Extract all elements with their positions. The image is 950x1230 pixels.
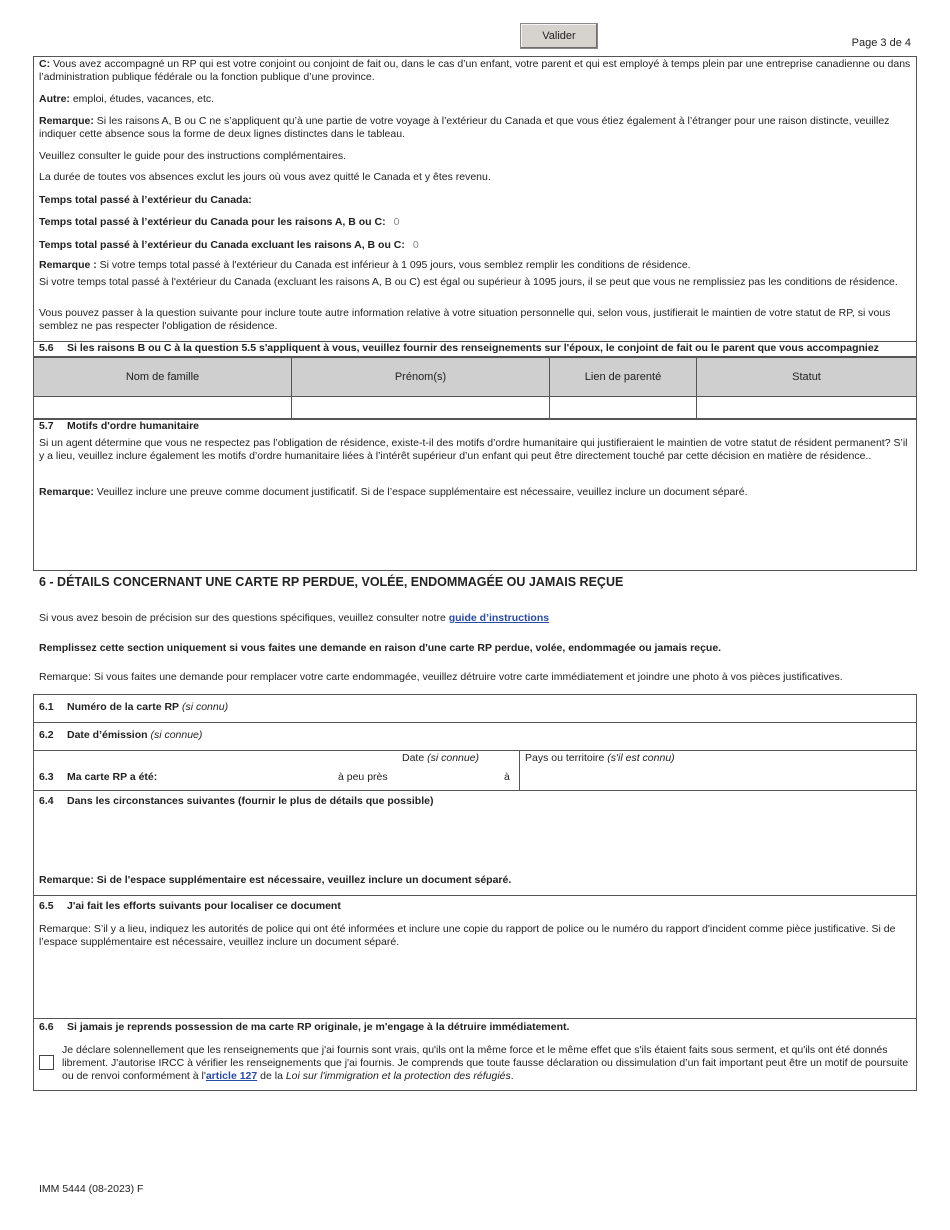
total-excl-value: 0 xyxy=(412,239,419,251)
family-name-input[interactable] xyxy=(34,397,292,420)
reason-c-paragraph: C: Vous avez accompagné un RP qui est votre conjoint ou conjoint de fait ou, dans le cas d’un enfant, votre parent et qui est employé à temps plein par une entreprise canadienne ou dans l’administration publique fédérale ou la fonction publique d’une province. xyxy=(39,58,911,83)
q65-remark: Remarque: S’il y a lieu, indiquez les autorités de police qui ont été informées et inclure une copie du rapport de police ou le numéro du rapport d'incident comme pièce justificative. Si de l’espace supplémentaire est nécessaire, veuillez inclure un document séparé. xyxy=(39,923,896,948)
q65-label: 6.5 J'ai fait les efforts suivants pour localiser ce document xyxy=(39,900,341,912)
q64-label: 6.4 Dans les circonstances suivantes (fournir le plus de détails que possible) xyxy=(39,795,434,807)
validate-button[interactable]: Valider xyxy=(520,23,598,49)
q57-heading: 5.7 Motifs d'ordre humanitaire xyxy=(39,420,200,432)
q64-row xyxy=(34,791,916,896)
q57-remark: Remarque: Veuillez inclure une preuve comme document justificatif. Si de l’espace supplémentaire est nécessaire, veuillez inclure un document séparé. xyxy=(39,486,748,498)
remark-paragraph: Remarque: Si les raisons A, B ou C ne s’appliquent qu’à une partie de votre voyage à l’extérieur du Canada et que vous étiez également à l’étranger pour une raison distincte, veuillez indiquer cette absence sous la forme de deux lignes distinctes dans le tableau. xyxy=(39,115,890,140)
total-abc-value: 0 xyxy=(393,216,400,228)
q66-label: 6.6 Si jamais je reprends possession de ma carte RP originale, je m'engage à la détruire immédiatement. xyxy=(39,1021,570,1033)
remark2-paragraph: Remarque : Si votre temps total passé à l'extérieur du Canada est inférieur à 1 095 jours, vous semblez remplir les conditions de résidence. xyxy=(39,259,691,271)
q62-label: 6.2 Date d’émission (si connue) xyxy=(39,729,203,741)
other-reason-paragraph: Autre: emploi, études, vacances, etc. xyxy=(39,93,215,105)
q65-row xyxy=(34,896,916,1019)
q63-approx: à peu près xyxy=(338,771,388,783)
total-time-heading: Temps total passé à l’extérieur du Canada: xyxy=(39,194,252,206)
q63-country-label: Pays ou territoire (s'il est connu) xyxy=(525,752,675,764)
q63-label: 6.3 Ma carte RP a été: xyxy=(39,771,158,783)
relationship-input[interactable] xyxy=(550,397,697,420)
guide-note: Veuillez consulter le guide pour des instructions complémentaires. xyxy=(39,150,346,162)
page-number: Page 3 de 4 xyxy=(851,37,911,49)
q63-at: à xyxy=(504,771,510,783)
q64-text-area[interactable] xyxy=(37,811,913,869)
instructions-guide-link[interactable]: guide d’instructions xyxy=(448,612,550,624)
declaration-checkbox[interactable] xyxy=(39,1055,54,1070)
duration-note: La durée de toutes vos absences exclut les jours où vous avez quitté le Canada et y êtes revenu. xyxy=(39,171,491,183)
given-names-input[interactable] xyxy=(292,397,550,420)
table-row xyxy=(34,397,917,420)
q63-row xyxy=(34,751,916,791)
col-relationship: Lien de parenté xyxy=(550,358,697,397)
section6-instruction: Remplissez cette section uniquement si vous faites une demande en raison d'une carte RP perdue, volée, endommagée ou jamais reçue. xyxy=(39,642,722,654)
q56-heading: 5.6 Si les raisons B ou C à la question 5.5 s'appliquent à vous, veuillez fournir des renseignements sur l'époux, le conjoint de fait ou le parent que vous accompagniez xyxy=(39,342,879,354)
declaration-text: Je déclare solennellement que les renseignements que j'ai fournis sont vrais, qu'ils ont la même force et le même effet que s'ils étaient faits sous serment, et qu'ils ont été donnés librement. J'autorise IRCC à vérifier les renseignements que j'ai fournis. Je comprends que toute fausse déclaration ou dissimulation d’un fait important peut être un motif de poursuite ou de renvoi conformément à l'article 127 de la Loi sur l'immigration et la protection des réfugiés. xyxy=(62,1044,909,1082)
q62-row[interactable] xyxy=(34,723,916,751)
section6-title: 6 - DÉTAILS CONCERNANT UNE CARTE RP PERDUE, VOLÉE, ENDOMMAGÉE OU JAMAIS REÇUE xyxy=(39,575,624,589)
form-code: IMM 5444 (08-2023) F xyxy=(39,1183,144,1195)
remark2b-paragraph: Si votre temps total passé à l'extérieur du Canada (excluant les raisons A, B ou C) est égal ou supérieur à 1095 jours, il se peut que vous ne remplissiez pas les conditions de résidence. xyxy=(39,276,898,288)
q56-table xyxy=(33,357,917,420)
col-given-names: Prénom(s) xyxy=(292,358,550,397)
status-input[interactable] xyxy=(697,397,917,420)
col-family-name: Nom de famille xyxy=(34,358,292,397)
q61-row[interactable] xyxy=(34,695,916,723)
q57-text-area[interactable] xyxy=(36,503,914,567)
section6-help: Si vous avez besoin de précision sur des questions spécifiques, veuillez consulter notre guide d’instructions xyxy=(39,612,550,624)
q63-divider xyxy=(519,751,520,790)
q66-row xyxy=(34,1019,916,1090)
total-time-abc-row: Temps total passé à l’extérieur du Canada pour les raisons A, B ou C: 0 xyxy=(39,216,400,228)
q63-country-input[interactable] xyxy=(522,766,914,788)
section6-remark: Remarque: Si vous faites une demande pour remplacer votre carte endommagée, veuillez détruire votre carte immédiatement et joindre une photo à vos pièces justificatives. xyxy=(39,671,843,683)
article-127-link[interactable]: article 127 xyxy=(205,1070,258,1082)
q65-text-area[interactable] xyxy=(37,954,913,1014)
total-time-excl-row: Temps total passé à l’extérieur du Canada excluant les raisons A, B ou C: 0 xyxy=(39,239,419,251)
q61-label: 6.1 Numéro de la carte RP (si connu) xyxy=(39,701,229,713)
section6-form xyxy=(33,694,917,1091)
col-status: Statut xyxy=(697,358,917,397)
q64-remark: Remarque: Si de l'espace supplémentaire est nécessaire, veuillez inclure un document séparé. xyxy=(39,874,512,886)
q63-date-label: Date (si connue) xyxy=(402,752,480,764)
q57-text: Si un agent détermine que vous ne respectez pas l’obligation de résidence, existe-t-il des motifs d’ordre humanitaire qui justifieraient le maintien de votre statut de résident permanent? S’il y a lieu, veuillez inclure également les motifs d’ordre humanitaire liées à l’intérêt supérieur d’un enfant qui peut être directement touché par cette décision en matière de résidence.. xyxy=(39,437,908,462)
next-question-note: Vous pouvez passer à la question suivante pour inclure toute autre information relative à votre situation personnelle qui, selon vous, justifierait le maintien de votre statut de RP, si vous semblez ne pas respecter l'obligation de résidence. xyxy=(39,307,891,332)
